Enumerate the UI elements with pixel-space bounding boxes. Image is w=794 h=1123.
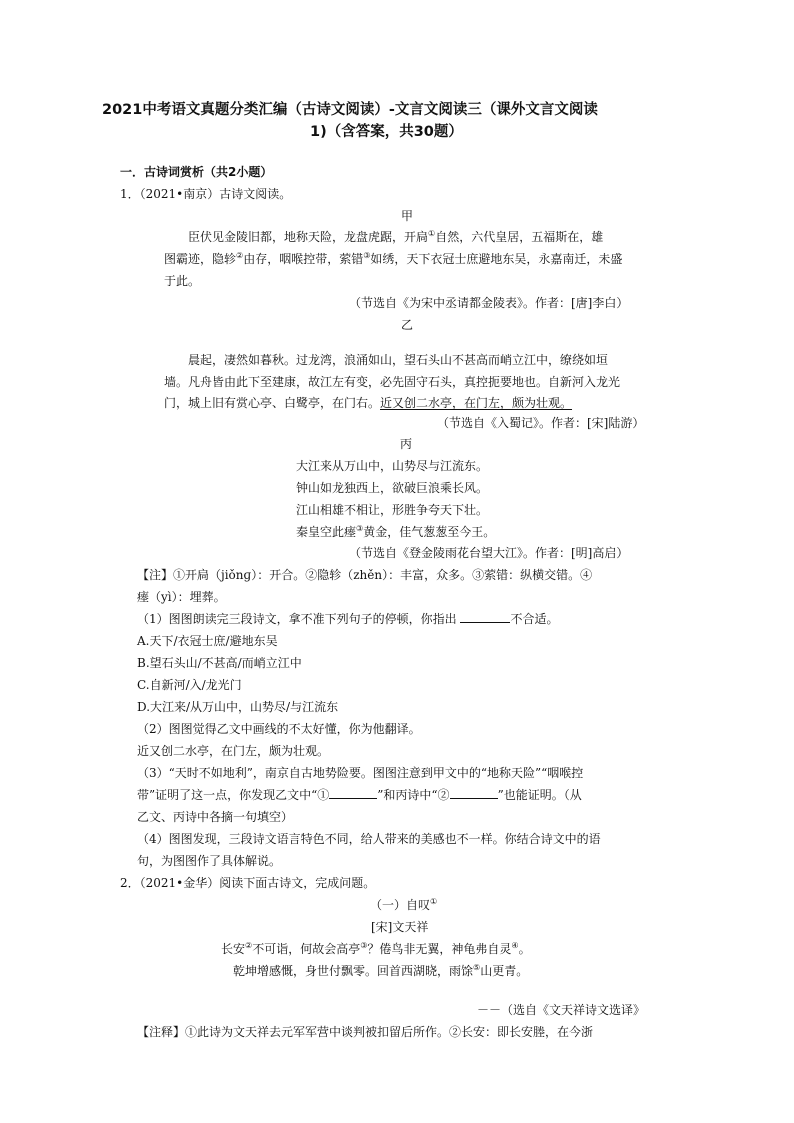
q1-yi-line-2: 墙。凡舟皆由此下至建康，故江左有变，必先固守石头，真控扼要地也。自新河入龙光	[164, 375, 621, 389]
q1-subquestion-1: （1）图图朗读完三段诗文，拿不准下列句子的停顿，你指出 不合适。	[137, 612, 559, 626]
q1-notes-line-2: 瘗（yì）：埋葬。	[137, 590, 226, 604]
q1-jia-label: 甲	[401, 209, 414, 223]
doc-title-line-2: 1)（含答案，共30题）	[310, 124, 463, 140]
q1-yi-underlined-sentence: 近又创二水亭，在门左，颇为壮观。	[380, 396, 573, 410]
q1-bing-label: 丙	[400, 437, 413, 451]
q1-jia-source: （节选自《为宋中丞请都金陵表》。作者：[唐]李白）	[349, 296, 629, 310]
answer-blank[interactable]	[460, 610, 510, 623]
q1-jia-line-1: 臣伏见金陵旧都，地称天险，龙盘虎踞，开扃①自然，六代皇居，五福斯在，雄	[188, 229, 604, 244]
q1-bing-source: （节选自《登金陵雨花台望大江》。作者：[明]高启）	[349, 546, 629, 560]
q1-jia-line-2: 图霸迹，隐轸②由存，咽喉控带，萦错③如绣，天下衣冠士庶避地东吴，永嘉南迁，未盛	[164, 251, 623, 266]
q1-yi-line-1: 晨起，凄然如暮秋。过龙湾，浪涌如山，望石头山不甚高而峭立江中，缭绕如垣	[188, 353, 609, 367]
q1-yi-label: 乙	[401, 318, 414, 332]
q2-source: －－（选自《文天祥诗文选译》	[477, 1003, 646, 1017]
q2-header: 2．（2021•金华）阅读下面古诗文，完成问题。	[120, 876, 376, 890]
q1-option-c: C.自新河/入/龙光门	[137, 678, 242, 692]
q1-subquestion-2: （2）图图觉得乙文中画线的不太好懂，你为他翻译。	[137, 722, 421, 736]
answer-blank-2[interactable]	[450, 786, 498, 799]
q1-subquestion-4-line-1: （4）图图发现，三段诗文语言特色不同，给人带来的美感也不一样。你结合诗文中的语	[137, 832, 601, 846]
q1-option-d: D.大江来/从万山中，山势尽/与江流东	[137, 700, 339, 714]
q2-poem-author: [宋]文天祥	[371, 920, 429, 934]
q1-option-b: B.望石头山/不甚高/而峭立江中	[137, 656, 302, 670]
q1-yi-line-3: 门，城上旧有赏心亭、白鹭亭，在门右。近又创二水亭，在门左，颇为壮观。	[164, 396, 573, 410]
q2-poem-line-1: 长安②不可诣，何故会高亭③？倦鸟非无翼，神龟弗自灵④。	[221, 941, 531, 956]
q1-subquestion-3-line-1: （3）“天时不如地利”，南京自古地势险要。图图注意到甲文中的“地称天险”“咽喉控	[137, 766, 584, 780]
answer-blank-1[interactable]	[329, 786, 377, 799]
q1-subquestion-3-line-3: 乙文、丙诗中各摘一句填空）	[137, 810, 294, 824]
q1-subquestion-3-line-2: 带”证明了这一点，你发现乙文中“① ”和丙诗中“② ”也能证明。（从	[137, 788, 582, 802]
q2-notes: 【注释】①此诗为文天祥去元军军营中谈判被扣留后所作。②长安：即长安塍，在今浙	[137, 1025, 594, 1039]
q1-bing-poem-line-4: 秦皇空此瘗③黄金，佳气葱葱至今王。	[296, 524, 496, 539]
q1-bing-poem-line-1: 大江来从万山中，山势尽与江流东。	[296, 459, 489, 473]
q1-subquestion-2-quote: 近又创二水亭，在门左，颇为壮观。	[137, 744, 330, 758]
q1-option-a: A.天下/衣冠士庶/避地东吴	[137, 634, 278, 648]
q1-bing-poem-line-2: 钟山如龙独西上，欲破巨浪乘长风。	[296, 481, 489, 495]
doc-title-line-1: 2021中考语文真题分类汇编（古诗文阅读）-文言文阅读三（课外文言文阅读	[102, 102, 598, 118]
q1-yi-source: （节选自《入蜀记》。作者：[宋]陆游）	[437, 416, 645, 430]
q2-poem-line-2: 乾坤增感慨，身世付飘零。回首西湖晓，雨馀⑤山更青。	[233, 963, 529, 978]
q1-notes-line-1: 【注】①开扃（jiǒnɡ）：开合。②隐轸（zhěn）：丰富，众多。③萦错：纵横交错。④	[137, 568, 593, 582]
q2-poem-title: （一）自叹①	[370, 897, 438, 912]
q1-header: 1．（2021•南京）古诗文阅读。	[120, 187, 292, 201]
q1-bing-poem-line-3: 江山相雄不相让，形胜争夸天下壮。	[296, 503, 489, 517]
section-heading: 一．古诗词赏析（共2小题）	[120, 165, 273, 179]
q1-subquestion-4-line-2: 句，为图图作了具体解说。	[137, 854, 282, 868]
q1-jia-line-3: 于此。	[164, 274, 201, 288]
